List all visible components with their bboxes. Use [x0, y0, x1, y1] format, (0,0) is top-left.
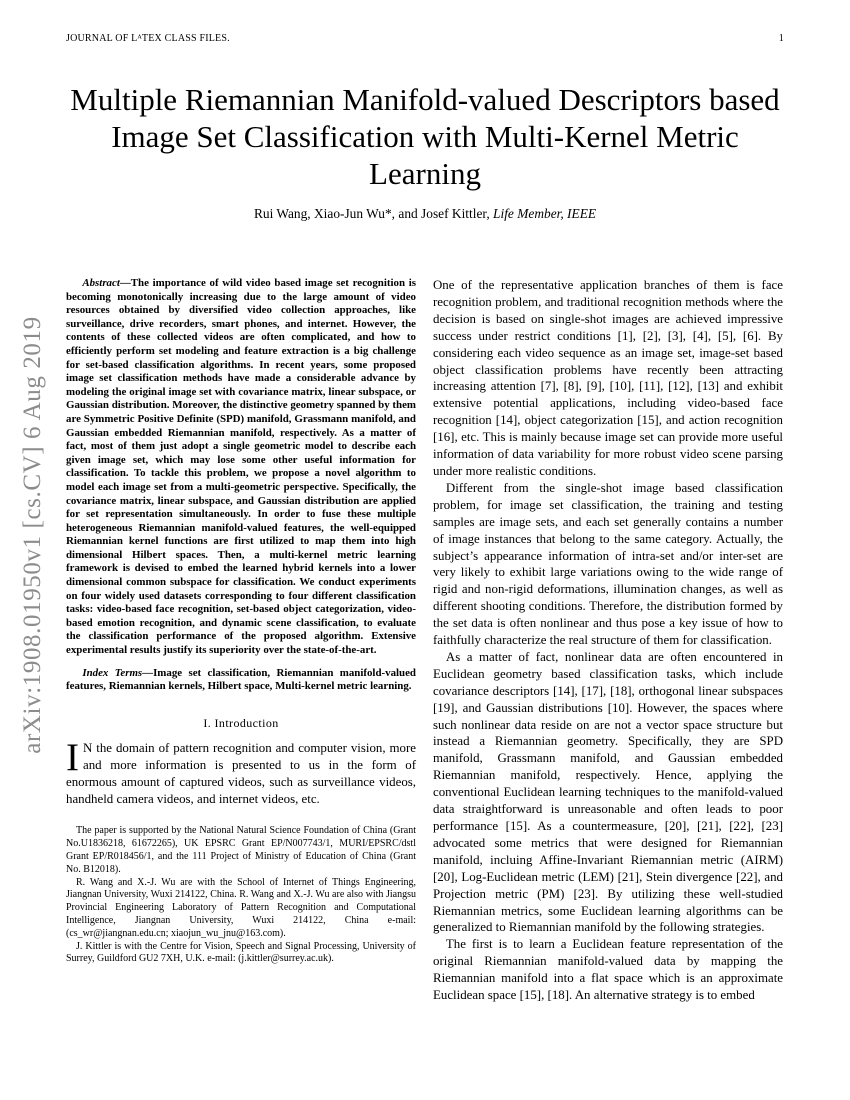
- footnote-affiliation-jiangnan: R. Wang and X.-J. Wu are with the School of Internet of Things Engineering, Jiangnan University, Wuxi 214122, China. R. Wang and X.-J. Wu are also with Jiangsu Provincial Engineering Laboratory of Pattern Recognition and Computational Intelligence, Jiangnan University, Wuxi 214122, China e-mail: (cs_wr@jiangnan.edu.cn; xiaojun_wu_jnu@163.com).: [66, 876, 416, 939]
- drop-cap: I: [66, 735, 79, 779]
- author-names: Rui Wang, Xiao-Jun Wu*, and Josef Kittler,: [253, 206, 490, 221]
- body-paragraph: Different from the single-shot image based classification problem, for image set classification, the training and testing samples are image sets, and each set generally contains a number of image instances that belong to the same category. Actually, the subject’s appearance information of intra-set and/or inter-set are very likely to exhibit large variations owing to the wide range of rigid and non-rigid deformations, illumination changes, as well as different shooting conditions. Therefore, the distribution formed by the set data is often nonlinear and thus pose a key issue of how to faithfully characterize the real structure of them for classification.: [433, 480, 783, 648]
- abstract-text: —The importance of wild video based image set recognition is becoming monotonically increasing due to the large amount of video resources obtained by diversified video collection approaches, like surveillance, drive recorders, smart phones, and internet. However, the contents of these collected videos are often complicated, and how to efficiently perform set modeling and feature extraction is a big challenge for set-based classification algorithms. In recent years, some proposed image set classification methods have made a considerable advance by modeling the original image set with covariance matrix, linear subspace, or Gaussian distribution. Moreover, the distinctive geometry spanned by them are Symmetric Positive Definite (SPD) manifold, Grassmann manifold, and Gaussian embedded Riemannian manifold, respectively. As a matter of fact, most of them just adopt a single geometric model to describe each given image set, which may lose some other useful information for classification. To tackle this problem, we propose a novel algorithm to model each image set from a multi-geometric perspective. Specifically, the covariance matrix, linear subspace, and Gaussian distribution are applied for set representation simultaneously. In order to fuse these multiple heterogeneous Riemannian manifold-valued features, the well-equipped Riemannian kernel functions are first utilized to map them into high dimensional Hilbert spaces. Then, a multi-kernel metric learning framework is devised to embed the learned hybrid kernels into a lower dimensional common subspace for classification. We conduct experiments on four widely used datasets corresponding to four different classification tasks: video-based face recognition, set-based object categorization, video-based emotion recognition, and dynamic scene classification, to evaluate the classification performance of the proposed algorithm. Extensive experimental results justify its superiority over the state-of-the-art.: [66, 277, 416, 657]
- author-membership: Life Member, IEEE: [493, 206, 597, 221]
- footnote-funding: The paper is supported by the National Natural Science Foundation of China (Grant No.U1836218, 61672265), UK EPSRC Grant EP/N007743/1, MURI/EPSRC/dstl Grant EP/R018456/1, and the 111 Project of Ministry of Education of China (Grant No. B12018).: [66, 825, 416, 875]
- body-paragraph: The first is to learn a Euclidean feature representation of the original Riemannian manifold-valued data by mapping the Riemannian manifold into a flat space which is an approximate Euclidean space [15], [18]. An alternative strategy is to embed: [433, 937, 783, 1003]
- abstract-label: Abstract: [82, 277, 120, 289]
- author-line: [60, 206, 790, 222]
- footnotes: [66, 825, 416, 966]
- footnote-affiliation-surrey: J. Kittler is with the Centre for Vision, Speech and Signal Processing, University of Surrey, Guildford GU2 7XH, U.K. e-mail: (j.kittler@surrey.ac.uk).: [66, 940, 416, 965]
- section-heading-introduction: I. Introduction: [203, 715, 279, 730]
- index-terms-label: Index Terms: [82, 666, 143, 679]
- page-number: 1: [778, 33, 784, 44]
- arxiv-stamp[interactable]: [17, 300, 49, 770]
- body-paragraph: As a matter of fact, nonlinear data are often encountered in Euclidean geometry based classification tasks, which include covariance descriptors [14], [17], [18], orthogonal linear subspaces [19], and Gaussian distributions [10]. However, the spaces where such nonlinear data reside on are not a vector space structure but instead a Riemannian geometry. Specifically, they are SPD manifold, Grassmann manifold, and Gaussian embedded Riemannian manifold, respectively. Hence, applying the conventional Euclidean learning techniques to the manifold-valued data straightforward is unreasonable and often leads to poor performance [15]. As a countermeasure, [20], [21], [22], [23] advocated some metrics that were designed for Riemannian manifold, incluing Affine-Invariant Riemannian metric (AIRM) [20], Log-Euclidean metric (LEM) [21], Stein divergence [22], and Projection metric (PM) [23]. By utilizing these well-studied Riemannian metrics, some Euclidean learning algorithms can be generalized to Riemannian manifold by the following strategies.: [433, 649, 783, 935]
- journal-name: JOURNAL OF LᴬTEX CLASS FILES.: [66, 33, 230, 44]
- introduction-lead-paragraph: [66, 735, 416, 808]
- paper-title: Multiple Riemannian Manifold-valued Descriptors based Image Set Classification with Multi-Kernel Metric Learning: [70, 82, 780, 191]
- footnote-separator: [66, 807, 416, 825]
- body-paragraph: One of the representative application branches of them is face recognition problem, and traditional recognition methods where the decision is based on single-shot images are achieved impressive success under restrict conditions [1], [2], [3], [4], [5], [6]. By considering each video sequence as an image set, image-set based object classification problems have recently been attracting increasing attention [7], [8], [9], [10], [11], [12], [13] and exhibit extensive potential applications, including video-based face recognition [14], object categorization [15], and action recognition [16], etc. This is mainly because image set can provide more useful information of data variability for more robust video scene parsing under more realistic conditions.: [433, 278, 783, 478]
- left-column: [66, 277, 416, 966]
- index-terms: [66, 667, 416, 694]
- running-head: [66, 33, 784, 44]
- arxiv-identifier: arXiv:1908.01950v1 [cs.CV] 6 Aug 2019: [19, 316, 46, 754]
- introduction-lead-text: N the domain of pattern recognition and computer vision, more and more information is presented to us in the form of enormous amount of captured videos, such as surveillance videos, handheld camera videos, and internet videos, etc.: [66, 740, 416, 806]
- index-terms-text: —Image set classification, Riemannian manifold-valued features, Riemannian kernels, Hilbert space, Multi-kernel metric learning.: [66, 666, 416, 693]
- right-column: [433, 277, 783, 1004]
- abstract: [66, 277, 416, 658]
